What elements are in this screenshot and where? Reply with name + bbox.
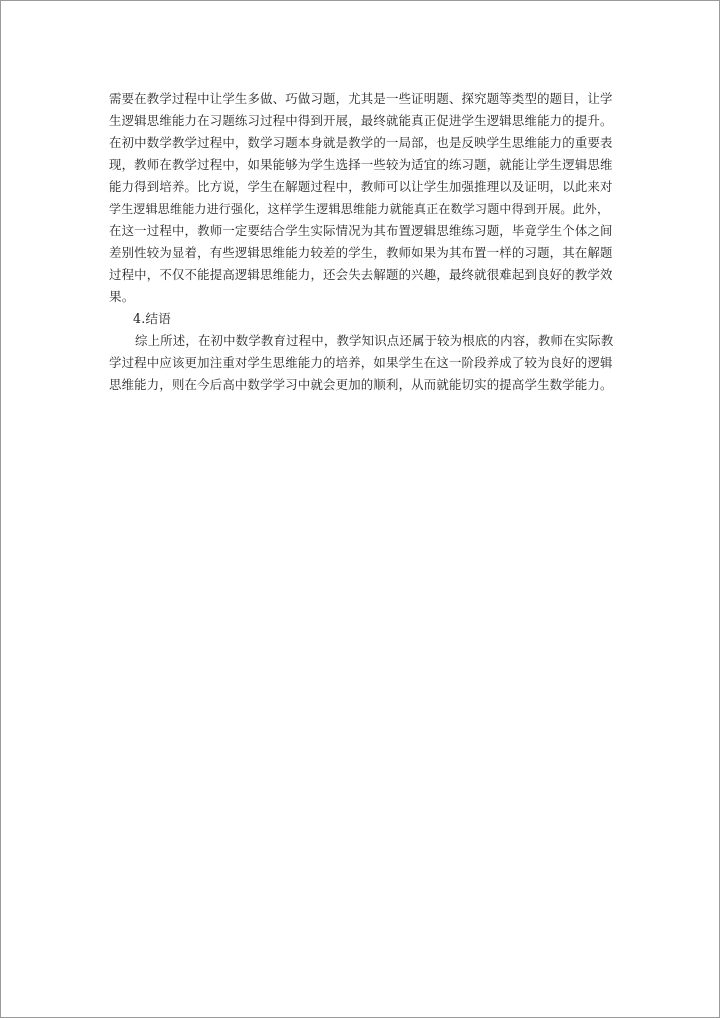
paragraph1-line-7: 在这一过程中，教师一定要结合学生实际情况为其布置逻辑思维练习题，毕竟学生个体之间 — [109, 223, 613, 238]
paragraph1-line-9: 过程中，不仅不能提高逻辑思维能力，还会失去解题的兴趣，最终就很难起到良好的教学效 — [109, 267, 613, 282]
paragraph1-line-3: 在初中数学教学过程中，数学习题本身就是教学的一局部，也是反映学生思维能力的重要表 — [109, 135, 613, 150]
paragraph2-line-2: 学过程中应该更加注重对学生思维能力的培养，如果学生在这一阶段养成了较为良好的逻辑 — [109, 355, 613, 370]
section-heading: 4.结语 — [133, 311, 172, 326]
paragraph2-line-3: 思维能力，则在今后高中数学学习中就会更加的顺利，从而就能切实的提高学生数学能力。 — [109, 377, 613, 392]
paragraph1-line-5: 能力得到培养。比方说，学生在解题过程中，教师可以让学生加强推理以及证明，以此来对 — [109, 179, 613, 194]
paragraph1-line-6: 学生逻辑思维能力进行强化，这样学生逻辑思维能力就能真正在数学习题中得到开展。此外， — [109, 202, 610, 216]
paragraph1-line-10: 果。 — [109, 289, 135, 304]
paragraph2-line-1: 综上所述，在初中数学教育过程中，教学知识点还属于较为根底的内容，教师在实际教 — [135, 333, 614, 348]
paragraph1-line-1: 需要在教学过程中让学生多做、巧做习题，尤其是一些证明题、探究题等类型的题目，让学 — [109, 91, 613, 106]
paragraph1-line-8: 差别性较为显着，有些逻辑思维能力较差的学生，教师如果为其布置一样的习题，其在解题 — [109, 245, 613, 260]
document-body — [109, 88, 615, 396]
paragraph1-line-2: 生逻辑思维能力在习题练习过程中得到开展，最终就能真正促进学生逻辑思维能力的提升。 — [109, 113, 613, 128]
paragraph1-line-4: 现，教师在教学过程中，如果能够为学生选择一些较为适宜的练习题，就能让学生逻辑思维 — [109, 157, 613, 172]
